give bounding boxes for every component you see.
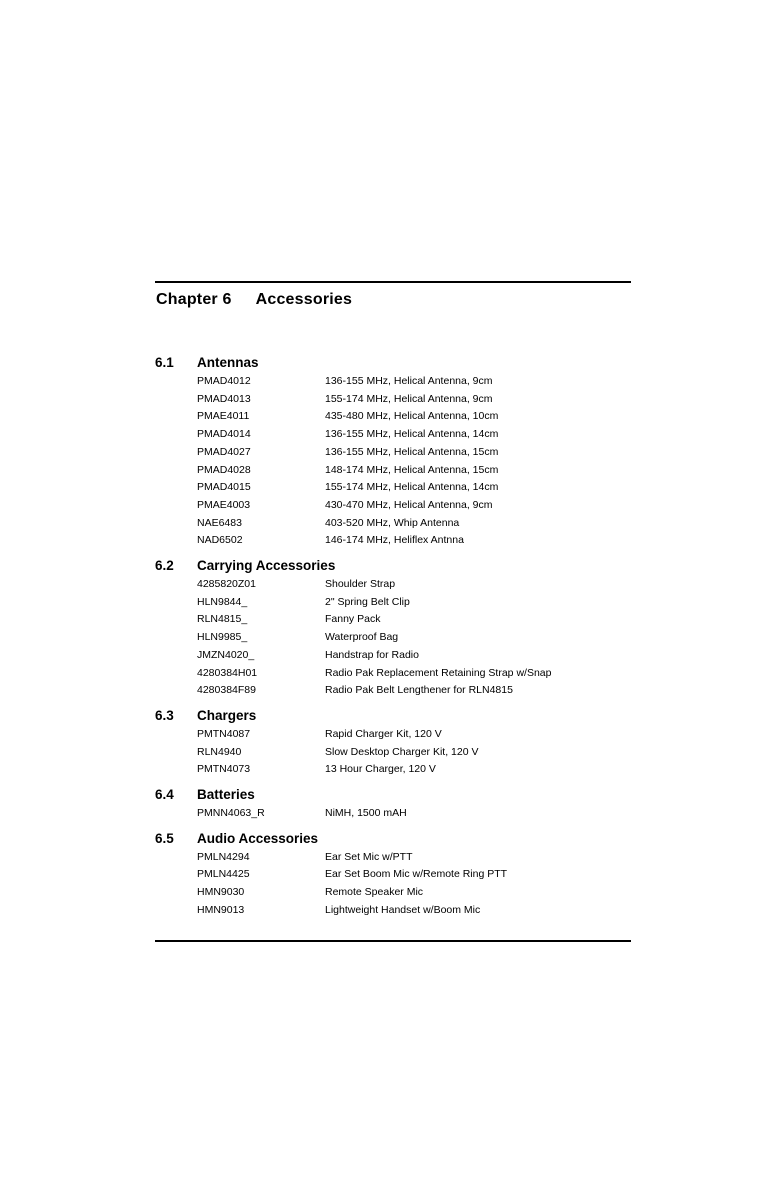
part-number: 4280384F89 [197, 684, 256, 697]
part-description: Ear Set Mic w/PTT [325, 850, 413, 863]
part-description: NiMH, 1500 mAH [325, 807, 407, 820]
accessory-row [155, 849, 631, 867]
accessory-row [155, 497, 631, 515]
accessory-row [155, 373, 631, 391]
part-description: 148-174 MHz, Helical Antenna, 15cm [325, 463, 499, 476]
part-description: Ear Set Boom Mic w/Remote Ring PTT [325, 868, 508, 881]
accessory-row [155, 479, 631, 497]
part-number: PMLN4294 [197, 850, 250, 863]
part-number: PMAD4015 [197, 481, 251, 494]
section-title: Antennas [197, 355, 259, 370]
section-heading [155, 558, 631, 574]
accessory-row [155, 426, 631, 444]
part-description: 430-470 MHz, Helical Antenna, 9cm [325, 498, 493, 511]
section-rows [155, 373, 631, 550]
page-content [155, 283, 631, 920]
accessory-row [155, 866, 631, 884]
bottom-rule [155, 940, 631, 942]
section-number: 6.4 [155, 787, 174, 803]
accessory-row [155, 629, 631, 647]
sections-container [155, 355, 631, 920]
part-description: 146-174 MHz, Heliflex Antnna [325, 534, 464, 547]
chapter-label: Chapter 6 [156, 291, 232, 308]
part-number: NAE6483 [197, 516, 242, 529]
part-number: PMAE4011 [197, 410, 250, 423]
section [155, 558, 631, 700]
part-number: PMAE4003 [197, 498, 251, 511]
accessory-row [155, 665, 631, 683]
section-number: 6.3 [155, 707, 174, 723]
part-description: Rapid Charger Kit, 120 V [325, 727, 442, 740]
accessory-row [155, 726, 631, 744]
part-number: PMLN4425 [197, 868, 250, 881]
part-description: 403-520 MHz, Whip Antenna [325, 516, 460, 529]
section [155, 787, 631, 823]
section-title: Carrying Accessories [197, 558, 336, 574]
part-number: 4285820Z01 [197, 578, 256, 591]
accessory-row [155, 884, 631, 902]
part-description: 155-174 MHz, Helical Antenna, 14cm [325, 481, 499, 494]
chapter-heading [156, 291, 631, 309]
section-title: Batteries [197, 787, 255, 803]
section-number: 6.2 [155, 558, 174, 574]
accessory-row [155, 594, 631, 612]
accessory-row [155, 408, 631, 426]
part-description: 13 Hour Charger, 120 V [325, 763, 436, 776]
part-description: Radio Pak Replacement Retaining Strap w/Snap [325, 666, 552, 679]
accessory-row [155, 682, 631, 700]
accessory-row [155, 744, 631, 762]
part-description: 136-155 MHz, Helical Antenna, 15cm [325, 445, 499, 458]
part-number: HMN9030 [197, 886, 245, 899]
accessory-row [155, 391, 631, 409]
part-number: PMTN4073 [197, 763, 251, 776]
accessory-row [155, 515, 631, 533]
section-heading [155, 831, 631, 847]
section-rows [155, 576, 631, 700]
part-description: Slow Desktop Charger Kit, 120 V [325, 745, 479, 758]
part-number: PMAD4028 [197, 463, 251, 476]
accessory-row [155, 462, 631, 480]
accessory-row [155, 576, 631, 594]
part-description: 435-480 MHz, Helical Antenna, 10cm [325, 410, 499, 423]
part-number: PMAD4014 [197, 428, 251, 441]
part-description: Fanny Pack [325, 613, 381, 626]
section [155, 708, 631, 779]
section-heading [155, 355, 631, 371]
section-heading [155, 708, 631, 724]
part-number: RLN4940 [197, 745, 242, 758]
accessory-row [155, 761, 631, 779]
part-number: PMNN4063_R [197, 807, 265, 820]
chapter-name: Accessories [255, 291, 353, 308]
part-description: Waterproof Bag [325, 631, 399, 644]
section-title: Audio Accessories [197, 830, 319, 846]
section-heading [155, 787, 631, 803]
section [155, 355, 631, 550]
part-description: Lightweight Handset w/Boom Mic [325, 903, 481, 916]
part-description: 136-155 MHz, Helical Antenna, 14cm [325, 428, 499, 441]
part-description: 155-174 MHz, Helical Antenna, 9cm [325, 392, 493, 405]
section [155, 831, 631, 920]
part-description: Shoulder Strap [325, 578, 396, 591]
part-number: NAD6502 [197, 534, 243, 547]
part-number: PMAD4013 [197, 392, 251, 405]
section-rows [155, 726, 631, 779]
part-number: HLN9844_ [197, 595, 248, 608]
accessory-row [155, 444, 631, 462]
part-description: 2" Spring Belt Clip [325, 595, 410, 608]
section-title: Chargers [197, 707, 257, 723]
part-description: Remote Speaker Mic [325, 886, 424, 899]
part-number: HMN9013 [197, 903, 245, 916]
part-description: 136-155 MHz, Helical Antenna, 9cm [325, 375, 493, 387]
part-number: RLN4815_ [197, 613, 248, 626]
accessory-row [155, 647, 631, 665]
accessory-row [155, 611, 631, 629]
accessory-row [155, 902, 631, 920]
part-number: PMTN4087 [197, 727, 251, 740]
part-number: HLN9985_ [197, 631, 248, 644]
part-description: Handstrap for Radio [325, 648, 419, 661]
section-number: 6.1 [155, 355, 174, 370]
part-number: PMAD4012 [197, 375, 251, 387]
section-number: 6.5 [155, 830, 174, 846]
accessory-row [155, 805, 631, 823]
part-number: JMZN4020_ [197, 648, 255, 661]
part-number: PMAD4027 [197, 445, 251, 458]
section-rows [155, 805, 631, 823]
section-rows [155, 849, 631, 920]
accessory-row [155, 532, 631, 550]
part-description: Radio Pak Belt Lengthener for RLN4815 [325, 684, 513, 697]
part-number: 4280384H01 [197, 666, 258, 679]
